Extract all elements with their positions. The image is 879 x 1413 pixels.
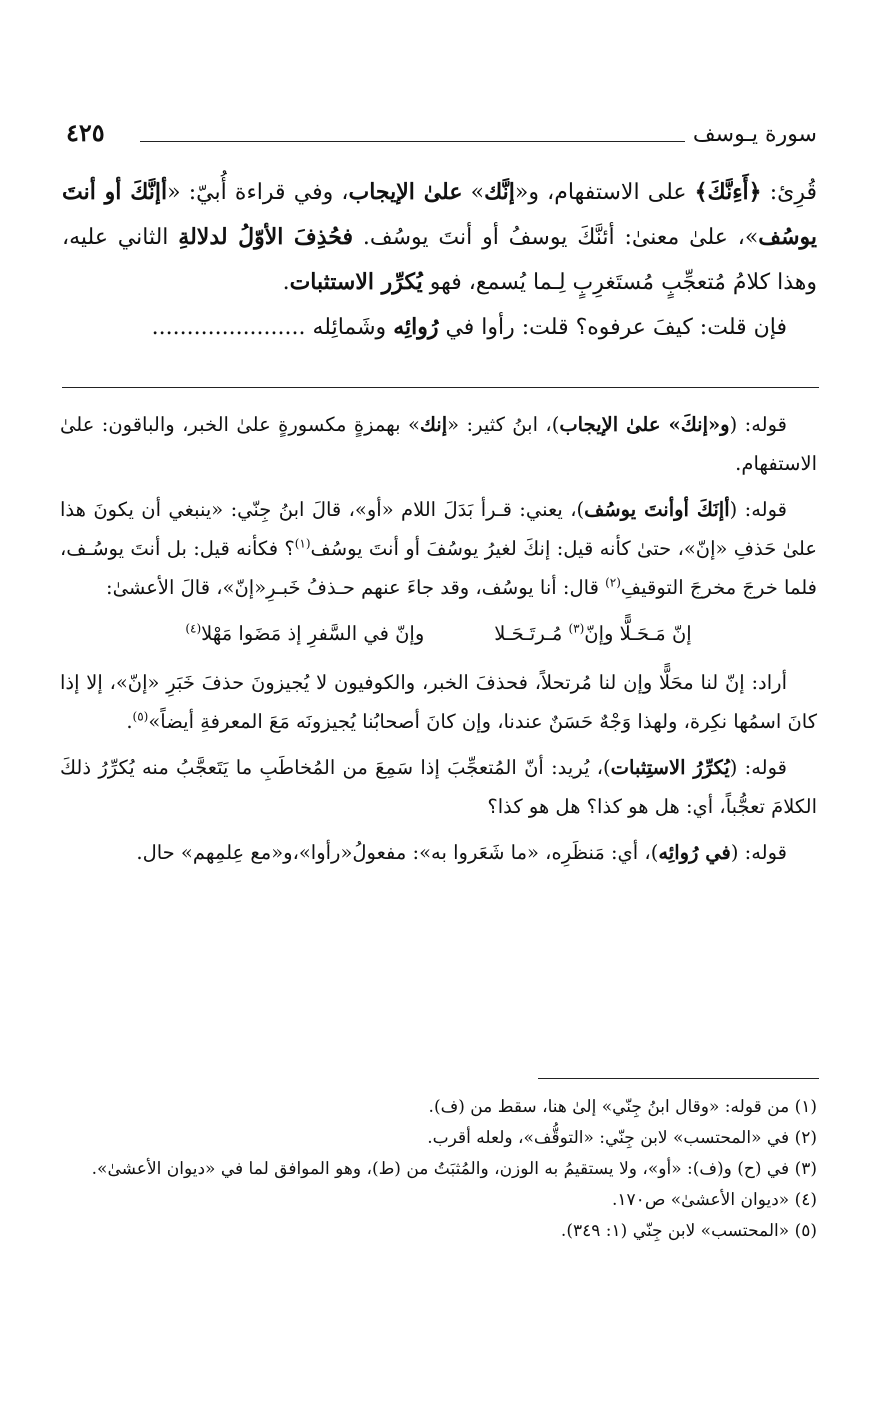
page-number: ٤٢٥ bbox=[66, 118, 105, 147]
text-run: قُرِئ: bbox=[761, 180, 818, 205]
footnote: (٣) في (ح) و(ف): «أو»، ولا يستقيمُ به الوزن، والمُثبَتُ من (ط)، وهو الموافق لما في «ديوان الأعشىٰ». bbox=[91, 1159, 817, 1179]
text-run: إنّ مَـحَـلًّا وإنّ bbox=[584, 622, 692, 645]
text-run: )، أي: مَنظَرِه، «ما شَعَروا به»: مفعولُ«رأوا»،و«مع عِلمِهم» حال. bbox=[136, 841, 659, 864]
footnote: (٤) «ديوان الأعشىٰ» ص١٧٠. bbox=[612, 1190, 817, 1210]
footnote: (٥) «المحتسب» لابن جِنّي (١: ٣٤٩). bbox=[560, 1221, 817, 1241]
footnote-ref: (٢) bbox=[605, 575, 621, 590]
text-run: » bbox=[462, 180, 485, 205]
text-run: ؟ فكأنه قيل: بل أنتَ يوسُـف، فلما خرجَ مخرجَ التوقيفِ bbox=[60, 537, 817, 599]
footnote-ref: (٤) bbox=[185, 621, 202, 636]
section-rule bbox=[62, 387, 819, 388]
gloss-paragraph bbox=[60, 663, 817, 741]
text-run: )، يُريد: أنّ المُتعجِّبَ إذا سَمِعَ من المُخاطَبِ ما يَتَعجَّبُ منه يُكرِّرُ ذلكَ الكلامَ تعجُّباً، أي: هل هو كذا؟ هل هو كذا؟ bbox=[60, 756, 817, 818]
bold-term: أإنَّكَ أو أنتَ يوسُف bbox=[62, 179, 817, 250]
footnote-rule bbox=[538, 1078, 819, 1079]
footnotes bbox=[60, 1092, 817, 1247]
footnote: (١) من قوله: «وقال ابنُ جِنّي» إلىٰ هنا، سقط من (ف). bbox=[428, 1097, 817, 1117]
bold-term: إنَّك bbox=[484, 179, 515, 205]
text-run: وشَمائِله bbox=[312, 315, 394, 340]
text-run: قوله: ( bbox=[730, 841, 787, 864]
text-run: قوله: ( bbox=[729, 498, 787, 521]
text-run: )، ابنُ كثير: « bbox=[447, 413, 560, 436]
footnote: (٢) في «المحتسب» لابن جِنّي: «التوقُّف»، ولعله أقرب. bbox=[427, 1128, 817, 1148]
text-run: قوله: ( bbox=[729, 756, 787, 779]
text-run: . bbox=[126, 710, 133, 733]
text-run: مُـرتَـحَـلا bbox=[494, 622, 569, 645]
text-run: )، يعني: قـرأ بَدَلَ اللام «أو»، قالَ ابنُ جِنّي: «ينبغي أن يكونَ هذا علىٰ حَذفِ «إنّ»، حتىٰ كأنه قيل: إنكَ لغيرُ يوسُفَ أو أنتَ يوسُف bbox=[60, 498, 817, 560]
gloss-paragraph bbox=[60, 405, 817, 483]
quran-citation: ﴿أَءِنَّكَ﴾ bbox=[694, 179, 762, 205]
text-run: قوله: ( bbox=[729, 413, 787, 436]
gloss-paragraph bbox=[60, 748, 817, 826]
bold-term: فحُذِفَ الأوّلُ لدلالةِ bbox=[178, 224, 353, 250]
text-run: الثاني عليه، وهذا كلامُ مُتعجِّبٍ مُستَغرِبٍ لِـما يُسمع، فهو bbox=[62, 225, 817, 295]
main-paragraph bbox=[62, 305, 817, 350]
gloss-paragraph bbox=[60, 490, 817, 607]
bold-term: رُوائِه bbox=[393, 314, 439, 340]
text-run: قال: أنا يوسُف، وقد جاءَ عنهم حـذفُ خَبـرِ«إنّ»، قالَ الأعشىٰ: bbox=[106, 576, 606, 599]
verse-second-hemistich bbox=[185, 614, 424, 653]
bold-term: إنك bbox=[419, 413, 448, 436]
main-paragraph bbox=[62, 170, 817, 305]
verse-first-hemistich bbox=[494, 614, 691, 653]
text-run: »، علىٰ معنىٰ: أئنَّكَ يوسفُ أو أنتَ يوسُف. bbox=[352, 225, 759, 250]
footnote-ref: (١) bbox=[294, 536, 311, 551]
footnote-ref: (٥) bbox=[132, 709, 149, 724]
gloss-paragraph bbox=[60, 833, 817, 872]
bold-term: علىٰ الإيجاب bbox=[348, 179, 463, 205]
running-head: سورة يـوسف bbox=[692, 122, 817, 147]
gloss-commentary bbox=[60, 405, 817, 879]
lemma: في رُوائِه bbox=[658, 841, 731, 864]
text-run: » بهمزةٍ مكسورةٍ علىٰ الخبر، والباقون: علىٰ الاستفهام. bbox=[60, 413, 817, 475]
footnote-ref: (٣) bbox=[568, 621, 585, 636]
bold-term: يُكرِّر الاستثبات bbox=[289, 269, 423, 295]
poetry-verse bbox=[60, 614, 817, 653]
lemma: أإنَكَ أوأنتَ يوسُف bbox=[584, 498, 730, 521]
text-run: على الاستفهام، و« bbox=[514, 180, 695, 205]
text-run: ، وفي قراءة أُبيّ: « bbox=[167, 180, 349, 205]
text-run: أراد: إنّ لنا محَلًّا وإن لنا مُرتحلاً، فحذفَ الخبر، والكوفيون لا يُجيزونَ حذفَ خَبَرِ «إنّ»، إلا إذا كانَ اسمُها نكِرة، ولهذا وَجْهٌ حَسَنٌ عندنا، وإن كانَ أصحابُنا يُجيزونَه مَعَ المعرفةِ أيضاً» bbox=[60, 671, 817, 733]
lemma: و«إنكَ» علىٰ الإيجاب bbox=[559, 413, 730, 436]
ellipsis-dots: ...................... bbox=[151, 315, 313, 340]
text-run: فإن قلت: كيفَ عرفوه؟ قلت: رأوا في bbox=[438, 315, 787, 340]
text-run: وإنّ في السَّفرِ إذ مَضَوا مَهْلا bbox=[201, 622, 425, 645]
lemma: يُكرِّرُ الاستِثبات bbox=[610, 756, 730, 779]
main-commentary bbox=[62, 170, 817, 350]
text-run: . bbox=[282, 270, 290, 295]
header-rule bbox=[140, 141, 685, 142]
